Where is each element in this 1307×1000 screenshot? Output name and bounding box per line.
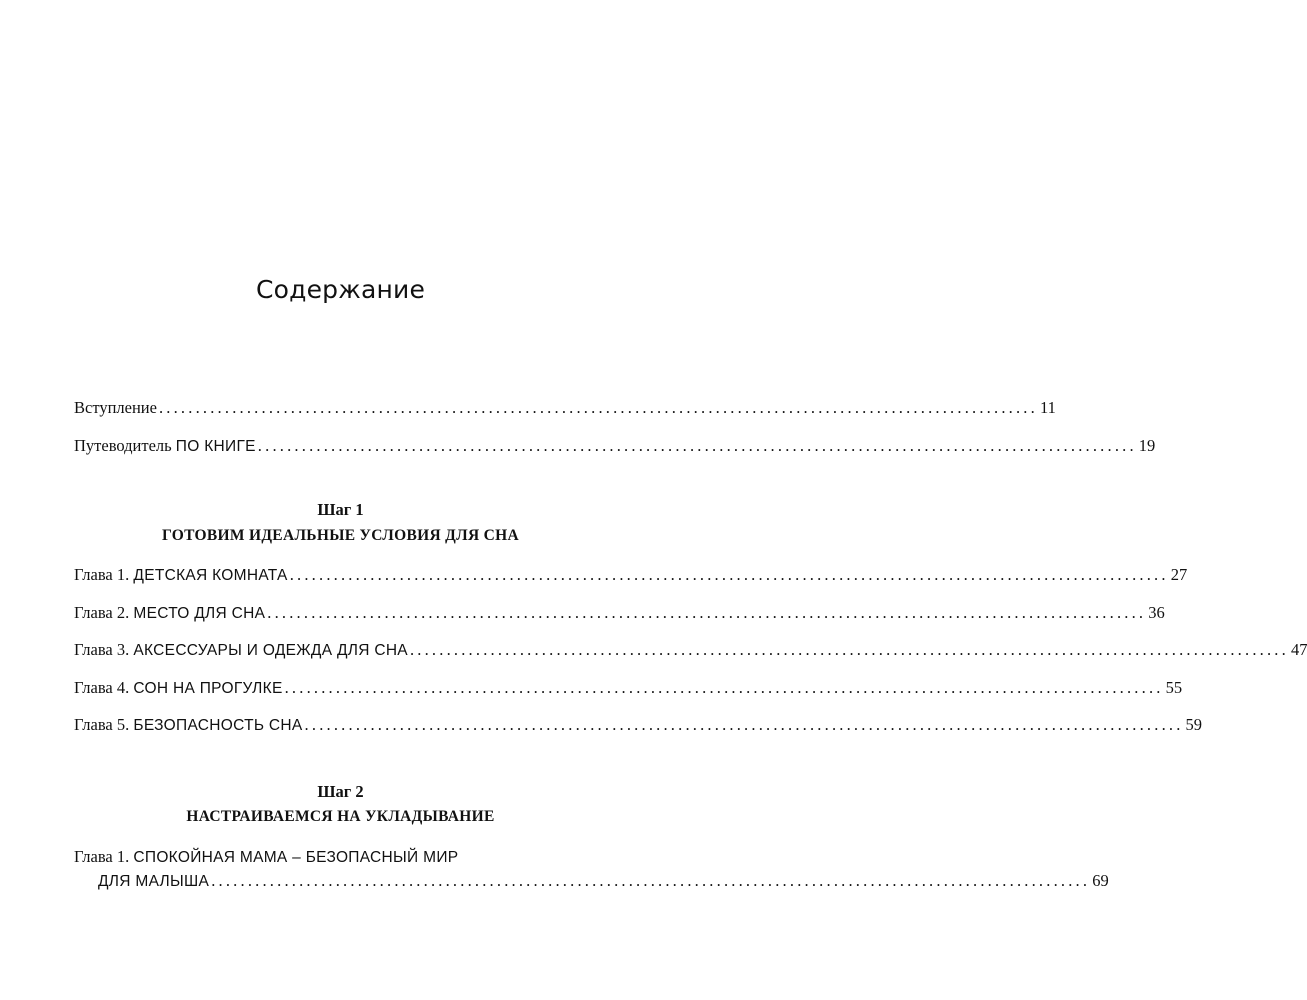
page-number: 27 bbox=[1170, 565, 1188, 584]
dot-leader: ........................................................................................................................ bbox=[267, 602, 1147, 622]
chapter-title: БЕЗОПАСНОСТЬ СНА bbox=[133, 717, 303, 735]
page-title: Содержание bbox=[255, 274, 426, 304]
toc-step-2 bbox=[74, 847, 1109, 892]
toc-intro bbox=[74, 398, 1156, 473]
dot-leader: ........................................................................................................................ bbox=[289, 565, 1169, 584]
dot-leader: ........................................................................................................................ bbox=[211, 871, 1091, 890]
page-number: 11 bbox=[1039, 398, 1056, 417]
chapter-title: СПОКОЙНАЯ МАМА – БЕЗОПАСНЫЙ МИР bbox=[133, 849, 459, 866]
toc-entry-chapter[interactable] bbox=[74, 602, 1165, 641]
entry-label: Вступление bbox=[74, 398, 157, 417]
page-number: 59 bbox=[1185, 715, 1203, 735]
chapter-prefix: Глава 3. bbox=[74, 640, 134, 660]
toc-entry-chapter[interactable] bbox=[74, 847, 1109, 892]
step-2-title: НАСТРАИВАЕМСЯ НА УКЛАДЫВАНИЕ bbox=[186, 808, 495, 825]
chapter-title: МЕСТО ДЛЯ СНА bbox=[133, 604, 266, 622]
chapter-prefix: Глава 4. bbox=[74, 677, 134, 697]
chapter-prefix: Глава 5. bbox=[74, 715, 134, 735]
page-number: 19 bbox=[1138, 435, 1156, 455]
chapter-title: СОН НА ПРОГУЛКЕ bbox=[133, 679, 283, 697]
entry-label: Путеводитель bbox=[74, 435, 176, 455]
toc-entry-chapter[interactable] bbox=[74, 715, 1203, 753]
step-2-number: Шаг 2 bbox=[317, 782, 364, 801]
page-number: 55 bbox=[1165, 677, 1183, 697]
page-number: 69 bbox=[1092, 871, 1109, 890]
toc-entry-introduction[interactable] bbox=[74, 398, 1056, 436]
chapter-title-continued: ДЛЯ МАЛЫША bbox=[98, 873, 210, 890]
dot-leader: ........................................................................................................................ bbox=[158, 398, 1038, 417]
chapter-title: ДЕТСКАЯ КОМНАТА bbox=[133, 567, 288, 584]
toc-entry-chapter[interactable] bbox=[74, 565, 1188, 603]
toc-entry-guide[interactable] bbox=[74, 435, 1156, 474]
dot-leader: ........................................................................................................................ bbox=[409, 640, 1289, 660]
dot-leader: ........................................................................................................................ bbox=[304, 715, 1184, 735]
chapter-title: АКСЕССУАРЫ И ОДЕЖДА ДЛЯ СНА bbox=[133, 642, 408, 660]
step-1-number: Шаг 1 bbox=[317, 500, 364, 519]
chapter-prefix: Глава 1. bbox=[74, 847, 134, 866]
toc-entry-chapter[interactable] bbox=[74, 640, 1307, 678]
entry-label-caps: ПО КНИГЕ bbox=[175, 437, 256, 455]
dot-leader: ........................................................................................................................ bbox=[257, 435, 1137, 455]
page-number: 36 bbox=[1148, 602, 1165, 622]
chapter-prefix: Глава 2. bbox=[74, 602, 134, 622]
chapter-prefix: Глава 1. bbox=[74, 565, 134, 584]
dot-leader: ........................................................................................................................ bbox=[284, 677, 1164, 697]
toc-step-1 bbox=[74, 565, 1307, 753]
page-number: 47 bbox=[1290, 640, 1307, 660]
toc-entry-chapter[interactable] bbox=[74, 677, 1183, 716]
step-1-title: ГОТОВИМ ИДЕАЛЬНЫЕ УСЛОВИЯ ДЛЯ СНА bbox=[161, 527, 520, 544]
